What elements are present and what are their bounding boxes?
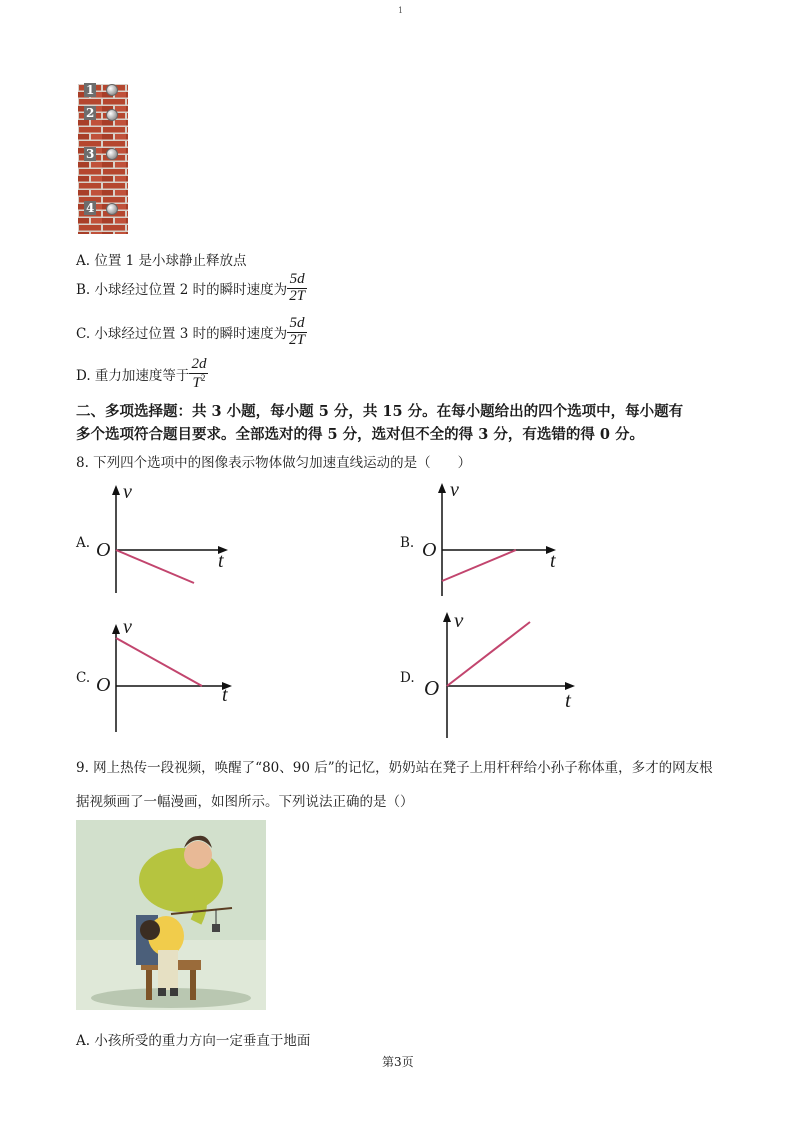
- graph-d-label: D.: [400, 670, 415, 686]
- page-number: 第3页: [382, 1055, 414, 1069]
- graph-a-line: [116, 550, 194, 583]
- q8-graph-b: [400, 479, 570, 598]
- graph-d-v: v: [454, 608, 464, 632]
- fraction-denominator: [189, 374, 208, 392]
- section2-line-1: 二、多项选择题：共 3 小题，每小题 5 分，共 15 分。在每小题给出的四个选项中，每小题有: [76, 403, 684, 420]
- graph-c-o: O: [96, 674, 111, 696]
- brick-wall-figure: [78, 84, 128, 238]
- graph-a-t: t: [218, 550, 224, 572]
- brick-label-1: 1: [86, 83, 95, 97]
- graph-a-v: v: [123, 481, 132, 503]
- fraction-denominator: 2T: [289, 287, 306, 304]
- brick-label-3: 3: [86, 147, 95, 161]
- fraction-denominator-exponent: 2: [200, 372, 206, 383]
- graph-d-t: t: [565, 688, 571, 712]
- fraction-denominator: 2T: [289, 331, 305, 348]
- graph-a-o: O: [96, 539, 111, 561]
- graph-b-label: B.: [400, 535, 415, 551]
- q8-graph-d: [400, 610, 580, 740]
- ball-1: [106, 84, 118, 96]
- section2-line-2: 多个选项符合题目要求。全部选对的得 5 分，选对但不全的得 3 分，有选错的得 0 分。: [76, 426, 645, 443]
- q7-option-d: [76, 357, 208, 392]
- ball-3: [106, 148, 118, 160]
- ball-2: [106, 109, 118, 121]
- q8-graph-a: [76, 481, 246, 595]
- fraction-numerator: 5d: [287, 272, 307, 289]
- brick-label-4: 4: [86, 201, 95, 215]
- q7-option-d-fraction: [189, 357, 208, 392]
- q7-option-c-text: C. 小球经过位置 3 时的瞬时速度为: [76, 326, 288, 343]
- fraction-denominator-base: T: [192, 374, 201, 391]
- brick-label-2: 2: [86, 106, 95, 120]
- graph-b-t: t: [550, 550, 556, 572]
- graph-d-o: O: [424, 676, 440, 700]
- graph-a-label: A.: [76, 535, 91, 551]
- q9-line-2: 据视频画了一幅漫画，如图所示。下列说法正确的是（）: [76, 794, 414, 810]
- fraction-numerator: 5d: [287, 316, 307, 333]
- graph-c-t: t: [222, 684, 228, 706]
- ball-4: [106, 203, 118, 215]
- q9-option-a: A. 小孩所受的重力方向一定垂直于地面: [76, 1033, 311, 1049]
- grandma-child-illustration: [76, 820, 266, 1014]
- graph-b-v: v: [450, 479, 459, 501]
- q9-stem: [76, 754, 766, 816]
- q7-option-c: [76, 316, 307, 349]
- fraction-numerator: 2d: [191, 356, 207, 372]
- q8-graph-c: [76, 616, 246, 734]
- graph-c-v: v: [123, 616, 132, 638]
- page-marker: 1: [398, 6, 404, 15]
- graph-c-line: [116, 638, 202, 686]
- q9-line-1: 9. 网上热传一段视频，唤醒了“80、90 后”的记忆，奶奶站在凳子上用杆秤给小孙子称体重，多才的网友根: [76, 760, 713, 776]
- q7-option-b-fraction: [287, 272, 307, 305]
- q8-stem: 8. 下列四个选项中的图像表示物体做匀加速直线运动的是（ ）: [76, 455, 472, 471]
- q7-option-b: [76, 272, 307, 305]
- q7-option-d-text: D. 重力加速度等于: [76, 368, 190, 385]
- graph-b-line: [442, 550, 516, 581]
- graph-c-label: C.: [76, 670, 91, 686]
- graph-b-o: O: [422, 539, 437, 561]
- q7-option-a: A. 位置 1 是小球静止释放点: [76, 253, 247, 269]
- section2-heading: [76, 400, 756, 446]
- q7-option-b-text: B. 小球经过位置 2 时的瞬时速度为: [76, 282, 288, 299]
- q7-option-c-fraction: [287, 316, 307, 349]
